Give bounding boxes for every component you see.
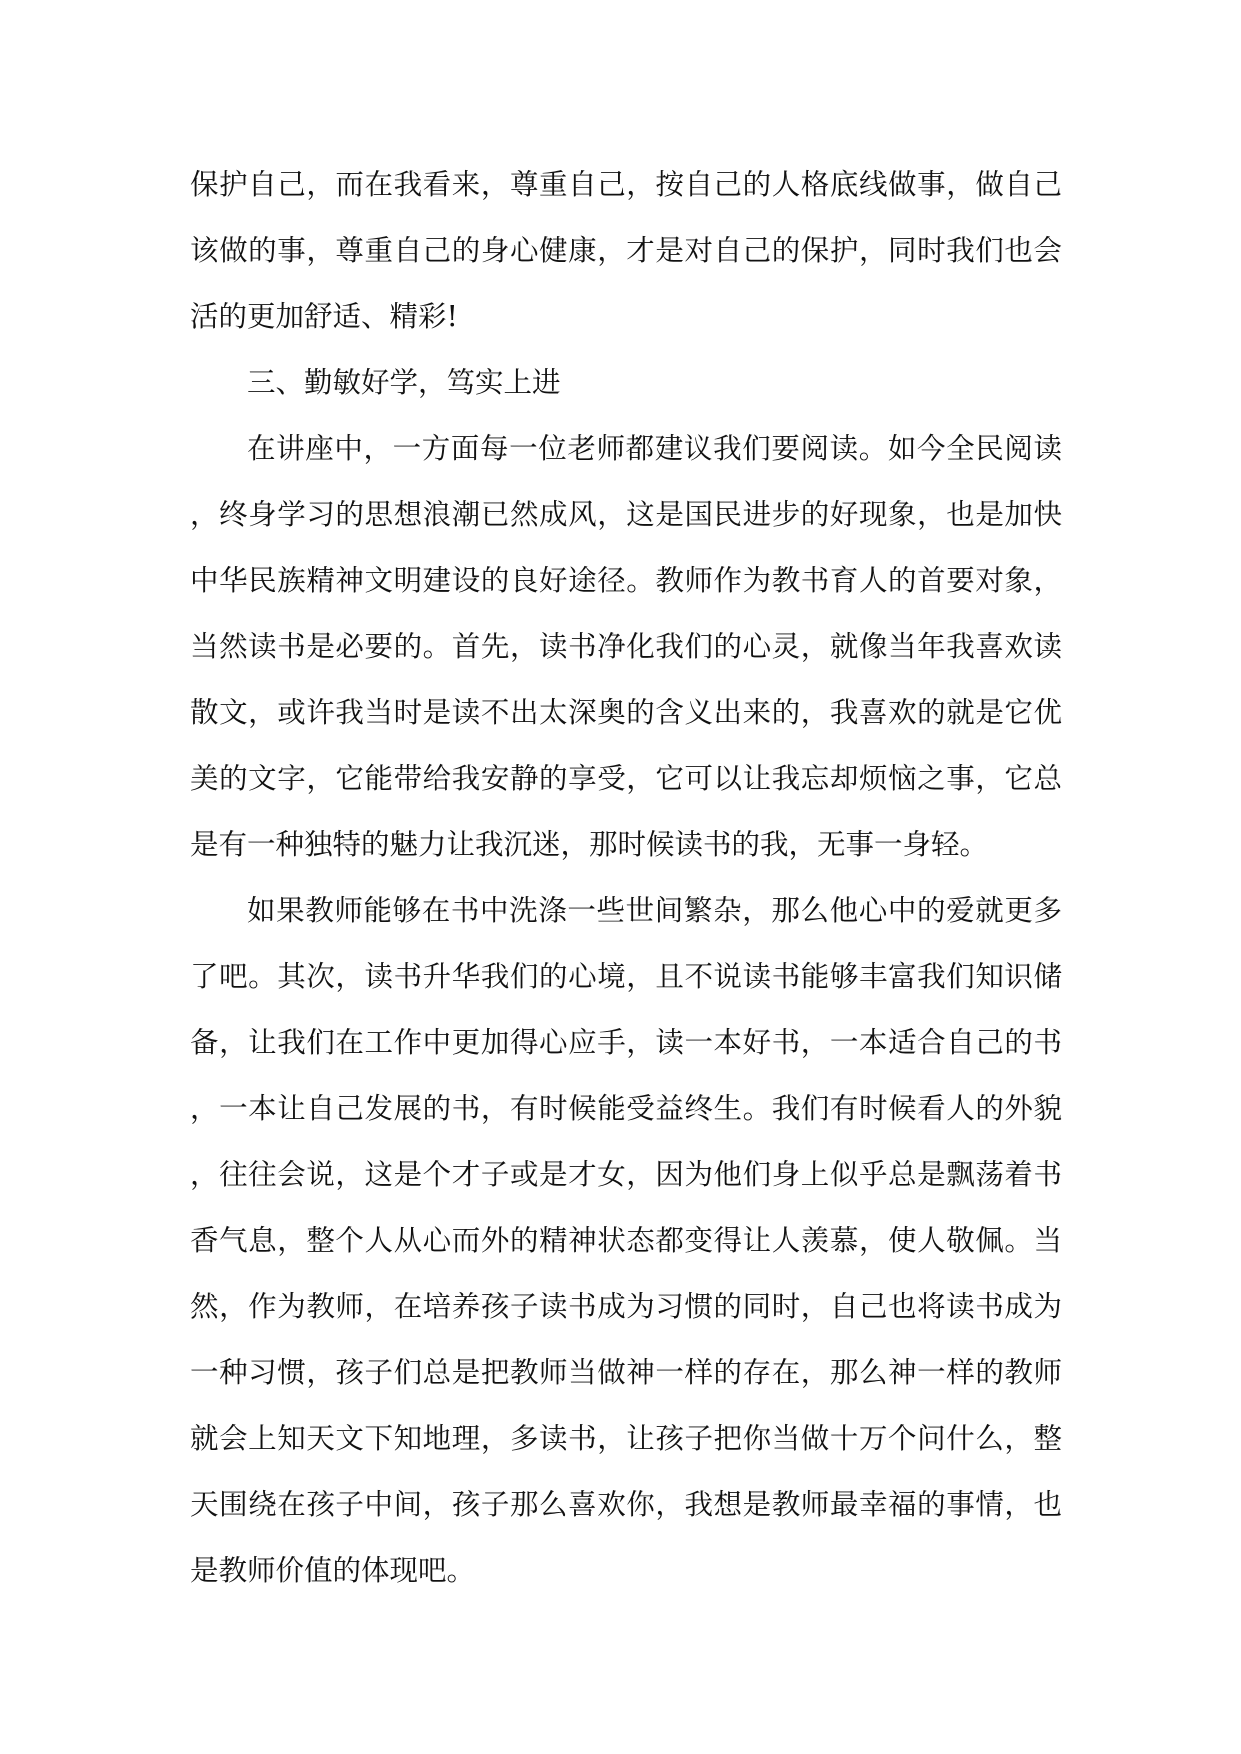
paragraph-continued: 保护自己，而在我看来，尊重自己，按自己的人格底线做事，做自己该做的事，尊重自己的身心健康，才是对自己的保护，同时我们也会活的更加舒适、精彩! <box>190 168 1062 333</box>
paragraph: 在讲座中，一方面每一位老师都建议我们要阅读。如今全民阅读，终身学习的思想浪潮已然成风，这是国民进步的好现象，也是加快中华民族精神文明建设的良好途径。教师作为教书育人的首要对象，当然读书是必要的。首先，读书净化我们的心灵，就像当年我喜欢读散文，或许我当时是读不出太深奥的含义出来的，我喜欢的就是它优美的文字，它能带给我安静的享受，它可以让我忘却烦恼之事，它总是有一种独特的魅力让我沉迷，那时候读书的我，无事一身轻。 <box>190 432 1062 861</box>
paragraph: 如果教师能够在书中洗涤一些世间繁杂，那么他心中的爱就更多了吧。其次，读书升华我们的心境，且不说读书能够丰富我们知识储备，让我们在工作中更加得心应手，读一本好书，一本适合自己的书，一本让自己发展的书，有时候能受益终生。我们有时候看人的外貌，往往会说，这是个才子或是才女，因为他们身上似乎总是飘荡着书香气息，整个人从心而外的精神状态都变得让人羡慕，使人敬佩。当然，作为教师，在培养孩子读书成为习惯的同时，自己也将读书成为一种习惯，孩子们总是把教师当做神一样的存在，那么神一样的教师就会上知天文下知地理，多读书，让孩子把你当做十万个问什么，整天围绕在孩子中间，孩子那么喜欢你，我想是教师最幸福的事情，也是教师价值的体现吧。 <box>190 894 1062 1587</box>
document-body <box>190 152 1062 1604</box>
section-heading: 三、勤敏好学，笃实上进 <box>247 366 561 399</box>
